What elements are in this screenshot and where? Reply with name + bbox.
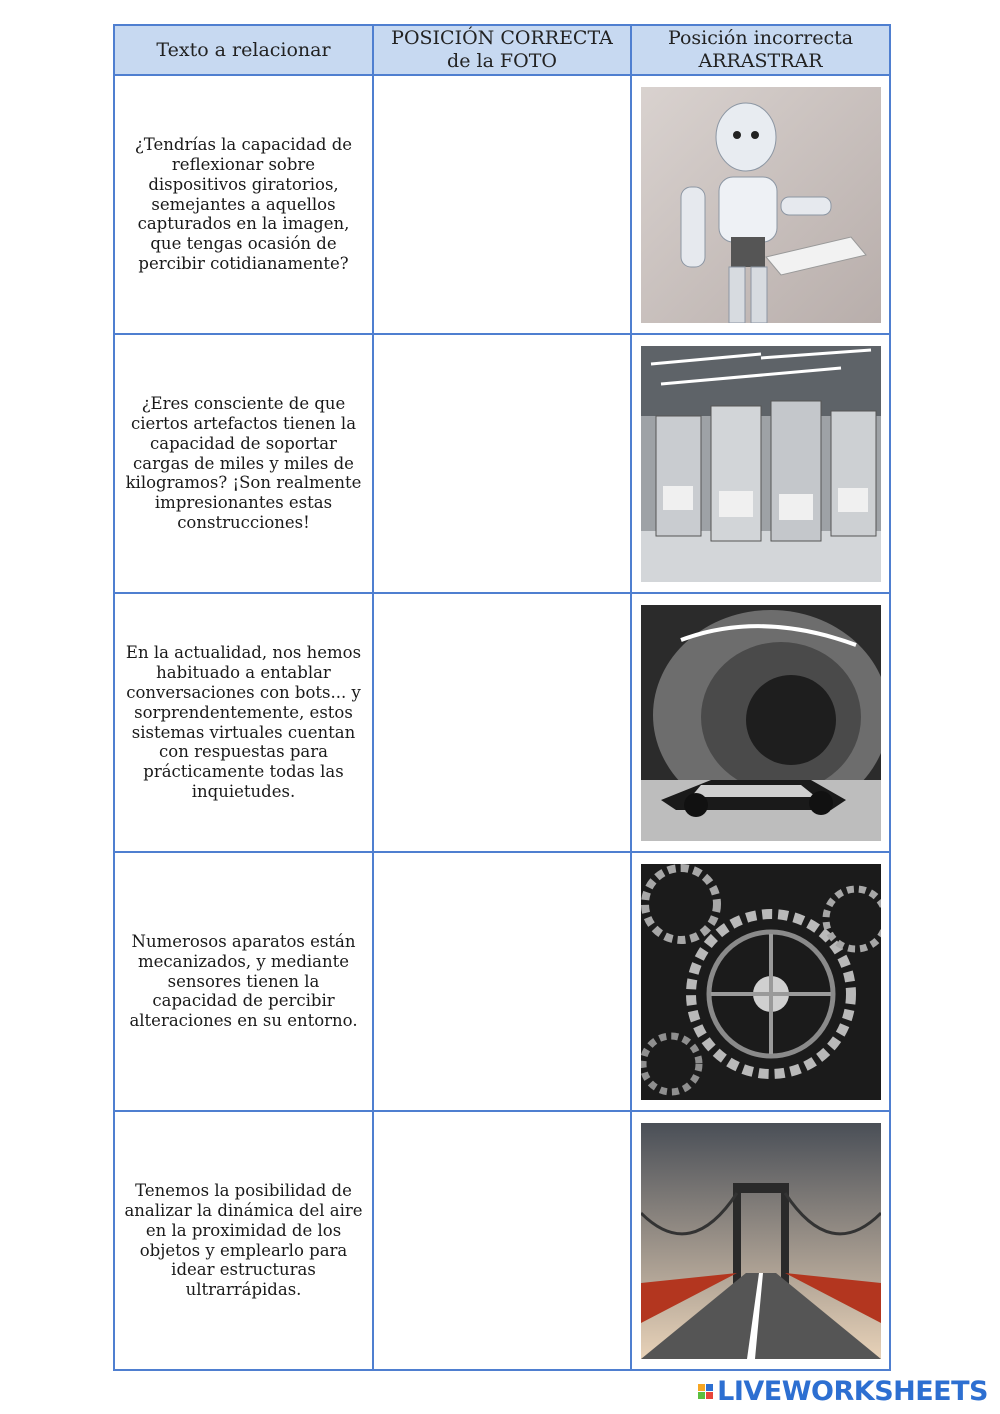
robot-image	[641, 87, 881, 323]
image-cell	[631, 334, 890, 593]
drop-zone[interactable]	[373, 852, 631, 1111]
text-cell	[114, 334, 373, 593]
image-cell	[631, 852, 890, 1111]
header-row	[114, 25, 890, 75]
prompt-text: Tenemos la posibilidad de analizar la dinámica del aire en la proximidad de los objetos y emplearlo para idear estructuras ultrarrápidas.	[124, 1181, 363, 1300]
table-row	[114, 75, 890, 334]
prompt-text: ¿Eres consciente de que ciertos artefactos tienen la capacidad de soportar cargas de miles y miles de kilogramos? ¡Son realmente impresionantes estas construcciones!	[125, 394, 362, 532]
draggable-image-gears[interactable]	[641, 864, 881, 1100]
factory-image	[641, 346, 881, 582]
text-cell	[114, 593, 373, 852]
prompt-text: Numerosos aparatos están mecanizados, y mediante sensores tienen la capacidad de percibir alteraciones en su entorno.	[129, 932, 358, 1031]
liveworksheets-logo	[698, 1376, 988, 1406]
drop-zone[interactable]	[373, 1111, 631, 1370]
drop-zone[interactable]	[373, 75, 631, 334]
draggable-image-race-car[interactable]	[641, 605, 881, 841]
prompt-text: ¿Tendrías la capacidad de reflexionar sobre dispositivos giratorios, semejantes a aquellos capturados en la imagen, que tengas ocasión de percibir cotidianamente?	[134, 135, 353, 273]
draggable-image-robot[interactable]	[641, 87, 881, 323]
drop-zone[interactable]	[373, 334, 631, 593]
table-row	[114, 1111, 890, 1370]
prompt-text: En la actualidad, nos hemos habituado a entablar conversaciones con bots... y sorprendentemente, estos sistemas virtuales cuentan con respuestas para prácticamente todas las inquietudes.	[125, 643, 362, 801]
table-row	[114, 593, 890, 852]
image-cell	[631, 1111, 890, 1370]
drop-zone[interactable]	[373, 593, 631, 852]
bridge-image	[641, 1123, 881, 1359]
header-drag-col: Posición incorrecta ARRASTRAR	[631, 25, 890, 75]
header-correct-col: POSICIÓN CORRECTA de la FOTO	[373, 25, 631, 75]
image-cell	[631, 593, 890, 852]
text-cell	[114, 852, 373, 1111]
gears-image	[641, 864, 881, 1100]
header-text-col: Texto a relacionar	[114, 25, 373, 75]
table-row	[114, 334, 890, 593]
text-cell	[114, 75, 373, 334]
matching-table	[113, 24, 891, 1371]
race-car-image	[641, 605, 881, 841]
draggable-image-bridge[interactable]	[641, 1123, 881, 1359]
table-row	[114, 852, 890, 1111]
logo-squares-icon	[698, 1384, 713, 1399]
image-cell	[631, 75, 890, 334]
draggable-image-factory[interactable]	[641, 346, 881, 582]
brand-name: LIVEWORKSHEETS	[717, 1375, 988, 1407]
text-cell	[114, 1111, 373, 1370]
